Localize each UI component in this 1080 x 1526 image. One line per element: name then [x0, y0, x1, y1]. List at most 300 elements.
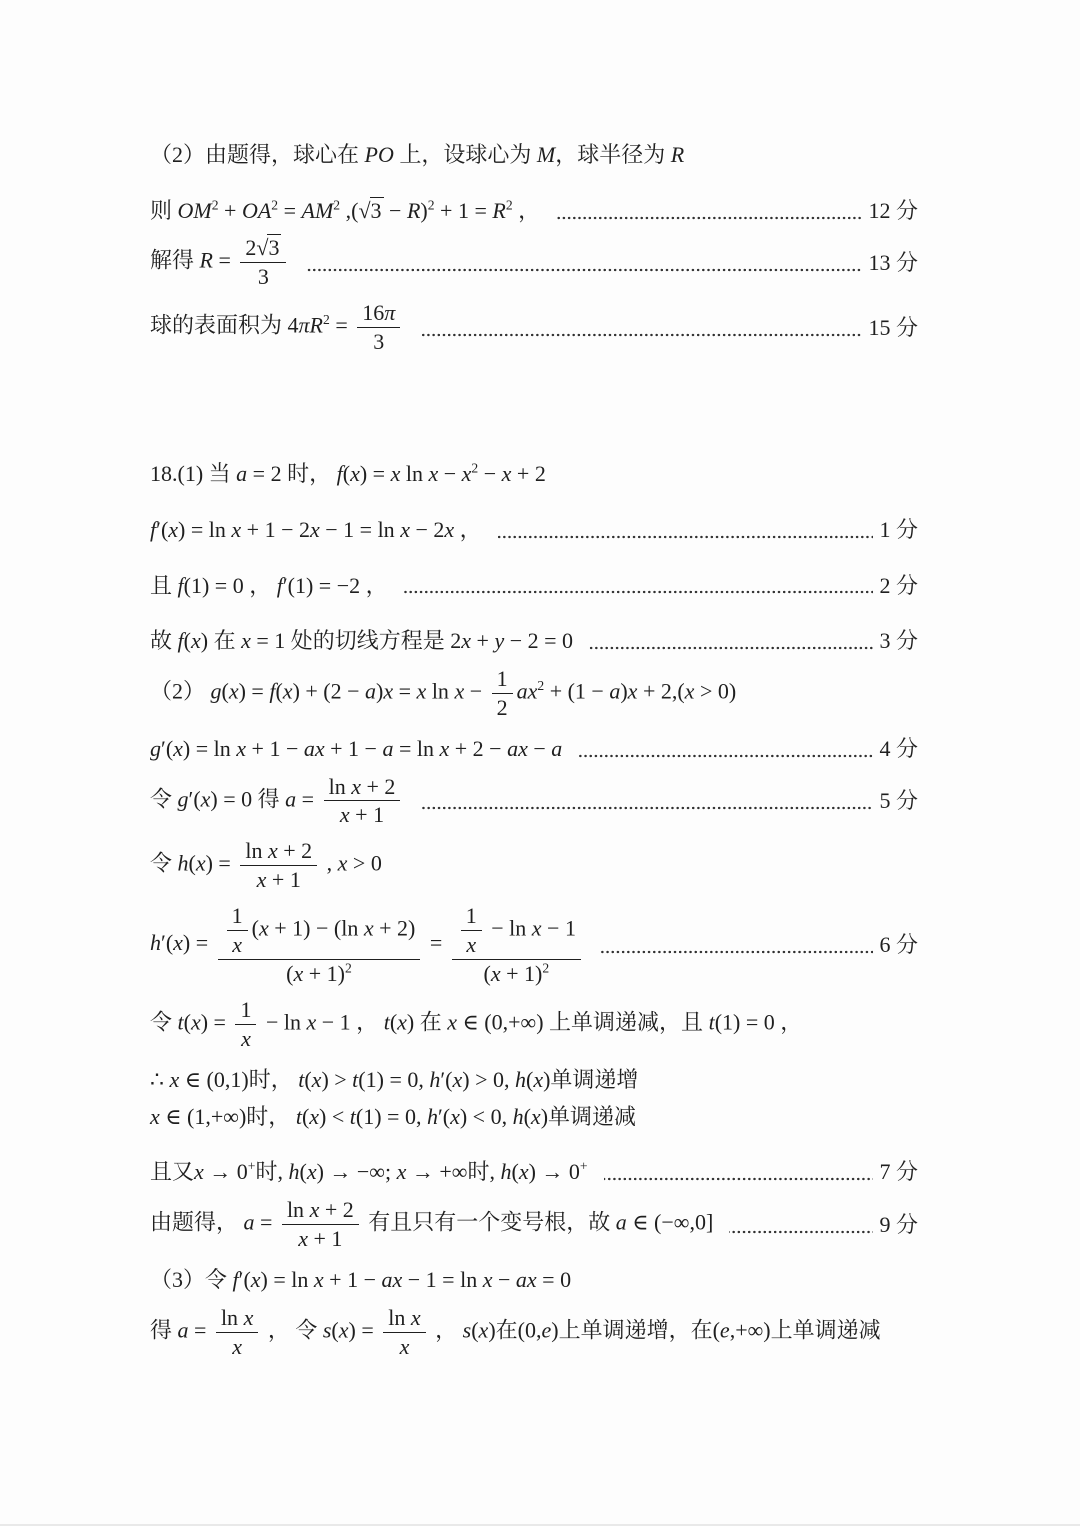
math-operator: > 0): [694, 678, 737, 704]
math-operator: (: [526, 1067, 534, 1093]
fraction-denominator: [227, 1333, 247, 1360]
math-operator: + 1 =: [434, 197, 493, 223]
math-operator: ) >: [321, 1067, 353, 1093]
math-operator: (: [304, 1067, 312, 1093]
math-variable: x: [501, 461, 512, 487]
math-fraction: [383, 1305, 425, 1360]
math-fraction: [461, 903, 482, 958]
math-variable: t: [349, 1103, 356, 1129]
math-operator: ，: [512, 197, 541, 223]
text-run: 当: [208, 461, 237, 487]
text-run: 时: [255, 1159, 278, 1185]
math-variable: x: [256, 867, 267, 893]
math-operator: ) < 0,: [459, 1103, 513, 1129]
math-variable: x: [444, 516, 455, 542]
superscript: +: [247, 1159, 256, 1175]
math-variable: R: [406, 197, 421, 223]
math-operator: → 0: [203, 1159, 248, 1185]
math-operator: (: [331, 1317, 339, 1343]
math-variable: h: [429, 1067, 441, 1093]
math-operator: 2: [496, 694, 508, 720]
math-operator: − 1 = ln: [319, 516, 401, 542]
math-variable: f: [276, 572, 283, 598]
math-operator: − 1: [541, 915, 576, 941]
math-variable: x: [428, 461, 439, 487]
math-operator: −: [383, 197, 407, 223]
math-variable: x: [397, 1009, 407, 1035]
math-variable: a: [285, 786, 297, 812]
text-run: 时，: [248, 1067, 299, 1093]
math-operator: ，: [262, 1317, 296, 1343]
math-operator: + (1 −: [544, 678, 610, 704]
math-expression: [150, 774, 404, 829]
math-variable: AM: [301, 197, 334, 223]
math-operator: ，: [454, 516, 482, 542]
fraction-denominator: [227, 931, 247, 958]
math-operator: ): [488, 1317, 496, 1343]
fraction-denominator: [492, 694, 513, 721]
math-variable: x: [390, 461, 401, 487]
math-variable: x: [399, 1333, 410, 1359]
math-operator: ∈ (0,+∞): [457, 1009, 550, 1035]
math-variable: PO: [364, 142, 394, 167]
math-operator: ′(1) = −2 ，: [282, 572, 388, 598]
math-operator: ): [406, 1009, 415, 1035]
line-tangent-equation: [150, 626, 918, 656]
math-expression: [150, 515, 482, 545]
math-variable: x: [339, 802, 350, 828]
math-variable: e: [541, 1317, 552, 1343]
superscript: 2: [505, 197, 513, 213]
fraction-numerator: [324, 774, 401, 802]
math-variable: x: [173, 735, 183, 761]
math-variable: x: [232, 932, 243, 958]
math-operator: +: [471, 628, 495, 654]
text-run: 时，: [246, 1103, 296, 1129]
text-run: 上单调递减: [770, 1317, 881, 1343]
text-run: 时: [467, 1159, 490, 1185]
superscript: 2: [427, 197, 435, 213]
math-variable: x: [530, 1103, 541, 1129]
math-operator: ): [540, 1103, 549, 1129]
math-variable: x: [313, 1267, 324, 1293]
math-operator: =: [188, 1317, 212, 1343]
score-label: 3 分: [879, 628, 918, 654]
math-operator: − 2: [409, 516, 445, 542]
math-variable: x: [400, 516, 410, 542]
math-operator: = 1: [250, 628, 291, 654]
math-operator: 2: [450, 628, 462, 654]
score-label: 7 分: [879, 1159, 918, 1185]
math-variable: e: [719, 1317, 730, 1343]
math-variable: x: [190, 1009, 201, 1035]
superscript: +: [579, 1159, 588, 1175]
math-variable: h: [512, 1103, 524, 1129]
math-expression: [150, 1305, 881, 1360]
text-run: 单调递增: [550, 1067, 639, 1093]
math-operator: −: [527, 735, 552, 761]
math-operator: + 1 − 2: [241, 516, 310, 542]
math-variable: h: [150, 930, 161, 956]
math-operator: ) =: [348, 1317, 380, 1343]
math-operator: ′(: [238, 1267, 251, 1293]
math-expression: [150, 734, 562, 764]
math-variable: OA: [241, 197, 272, 223]
line-define-h: [150, 838, 918, 893]
fraction-numerator: [218, 903, 421, 960]
text-run: 上单调递减，且: [549, 1009, 709, 1035]
math-operator: (0,: [517, 1317, 542, 1343]
text-run: ，球半径为: [555, 142, 671, 167]
dot-leader: [404, 590, 874, 594]
math-variable: f: [177, 628, 184, 654]
math-variable: t: [298, 1067, 305, 1093]
math-operator: + 1): [303, 961, 345, 987]
text-run: 令: [150, 786, 178, 812]
fraction-denominator: [281, 960, 357, 987]
fraction-denominator: [236, 1025, 256, 1052]
math-operator: ∴: [150, 1067, 170, 1093]
math-operator: + 1 −: [246, 735, 304, 761]
math-operator: + 2,(: [637, 678, 685, 704]
dot-leader: [589, 646, 873, 650]
math-variable: x: [309, 1197, 320, 1223]
math-operator: −: [478, 461, 502, 487]
math-operator: =: [424, 930, 448, 956]
fraction-numerator: [227, 903, 248, 931]
math-operator: ′(: [440, 1067, 453, 1093]
math-variable: x: [173, 930, 183, 956]
line-f1-values: [150, 571, 918, 601]
math-variable: x: [241, 628, 251, 654]
math-variable: s: [322, 1317, 332, 1343]
line-h-limits: [150, 1157, 918, 1187]
math-expression: [150, 666, 736, 721]
math-variable: f: [269, 678, 276, 704]
math-variable: x: [150, 1103, 160, 1129]
square-root: [358, 197, 383, 223]
math-variable: x: [195, 850, 206, 876]
math-variable: f: [232, 1267, 239, 1293]
math-operator: ): [376, 678, 384, 704]
math-expression: [150, 1197, 713, 1252]
math-operator: (: [221, 678, 229, 704]
math-variable: π: [384, 300, 396, 326]
math-operator: −: [438, 461, 462, 487]
text-run: （3）令: [150, 1267, 233, 1293]
math-operator: > 0: [347, 850, 382, 876]
math-variable: g: [150, 735, 161, 761]
math-variable: x: [533, 1067, 544, 1093]
math-operator: + 2: [319, 1197, 354, 1223]
math-variable: x: [243, 1304, 254, 1330]
math-operator: (: [286, 961, 294, 987]
math-operator: ln: [388, 1304, 411, 1330]
math-operator: ) =: [359, 461, 391, 487]
line-define-t: [150, 997, 918, 1052]
math-operator: ) = ln: [182, 735, 237, 761]
line-h-increasing: [150, 1065, 918, 1095]
math-operator: 4: [287, 312, 299, 338]
superscript: 2: [333, 197, 341, 213]
text-run: 单调递减: [548, 1103, 637, 1129]
math-variable: t: [352, 1067, 359, 1093]
math-operator: 2: [245, 235, 257, 261]
math-variable: x: [482, 1267, 493, 1293]
math-operator: ) <: [319, 1103, 350, 1129]
math-variable: x: [439, 735, 450, 761]
math-variable: h: [288, 1159, 300, 1185]
math-variable: x: [478, 1317, 489, 1343]
math-operator: = 2: [247, 461, 288, 487]
text-run: 令: [295, 1317, 323, 1343]
score-label: 12 分: [868, 197, 918, 223]
math-variable: x: [306, 1159, 317, 1185]
math-operator: ) + (2 −: [292, 678, 366, 704]
math-operator: (1) = 0,: [355, 1103, 427, 1129]
square-root: [256, 234, 281, 260]
line-part2-sphere-setup: [150, 140, 918, 170]
math-operator: ′(: [161, 930, 174, 956]
math-operator: + 2: [511, 461, 546, 487]
math-variable: a: [243, 1209, 255, 1235]
math-variable: x: [447, 1009, 458, 1035]
math-operator: (: [523, 1103, 531, 1129]
math-variable: a: [382, 735, 394, 761]
math-variable: a: [609, 678, 621, 704]
text-run: 解得: [150, 247, 200, 273]
math-operator: + 2 −: [449, 735, 508, 761]
math-fraction: [235, 997, 256, 1052]
text-run: 在: [208, 628, 242, 654]
math-operator: ∈ (1,+∞): [159, 1103, 247, 1129]
math-variable: x: [410, 1304, 421, 1330]
text-run: （2）由题得，球心在: [150, 142, 365, 167]
superscript: 2: [537, 678, 545, 694]
math-operator: +: [218, 197, 242, 223]
math-operator: 1: [465, 903, 477, 929]
text-run: 且: [150, 572, 178, 598]
fraction-numerator: [452, 903, 581, 960]
math-operator: ) = ln: [178, 516, 232, 542]
math-operator: ) = 0: [210, 786, 258, 812]
math-fraction: [452, 903, 581, 987]
math-variable: x: [466, 932, 477, 958]
math-fraction: [357, 300, 400, 355]
math-operator: =: [329, 312, 354, 338]
math-fraction: [240, 235, 286, 290]
dot-leader: [578, 754, 873, 758]
superscript: 2: [471, 460, 479, 476]
math-variable: x: [200, 786, 211, 812]
math-operator: + 1 −: [323, 1267, 382, 1293]
math-operator: ,+∞): [729, 1317, 771, 1343]
math-variable: h: [177, 850, 189, 876]
line-surface-area: [150, 300, 918, 355]
text-run: 得: [257, 786, 286, 812]
text-run: 令: [150, 1009, 178, 1035]
math-variable: x: [627, 678, 638, 704]
superscript: 2: [211, 197, 219, 213]
math-operator: (: [251, 915, 259, 941]
math-operator: (1) = 0 ，: [714, 1009, 803, 1035]
math-variable: x: [461, 628, 472, 654]
math-variable: x: [338, 1317, 349, 1343]
score-label: 13 分: [868, 249, 918, 275]
text-run: 球的表面积为: [150, 312, 288, 338]
math-variable: x: [298, 1226, 309, 1252]
math-variable: x: [363, 915, 374, 941]
math-operator: → +∞: [406, 1159, 468, 1185]
math-operator: ′(: [156, 516, 169, 542]
text-run: 得: [150, 1317, 178, 1343]
line-solve-radius: [150, 235, 918, 290]
math-operator: ′(: [188, 786, 201, 812]
math-operator: − 1 = ln: [402, 1267, 483, 1293]
math-operator: 1: [240, 997, 252, 1023]
math-operator: (: [183, 628, 191, 654]
math-expression: [150, 235, 290, 290]
math-expression: [150, 903, 585, 987]
fraction-denominator: [293, 1225, 347, 1252]
math-operator: ) =: [200, 1009, 232, 1035]
math-fraction: [227, 903, 248, 958]
math-operator: ) → 0: [528, 1159, 580, 1185]
math-operator: 16: [362, 300, 385, 326]
math-variable: a: [615, 1209, 627, 1235]
math-variable: x: [194, 1159, 204, 1185]
superscript: 2: [323, 312, 330, 328]
line-q18-part1-fx: [150, 459, 918, 489]
math-variable: ax: [516, 678, 538, 704]
math-variable: x: [461, 461, 472, 487]
math-operator: ,: [489, 1159, 501, 1185]
math-variable: R: [199, 247, 213, 273]
text-run: 则: [150, 197, 178, 223]
radical-sign-icon: √: [358, 197, 370, 223]
math-operator: ln: [220, 1304, 244, 1330]
line-g-prime: [150, 734, 918, 764]
math-variable: x: [236, 735, 247, 761]
math-operator: ): [200, 628, 209, 654]
text-run: 且又: [150, 1159, 195, 1185]
text-run: （2）: [150, 678, 211, 704]
math-operator: ) =: [238, 678, 270, 704]
text-run: 时，: [287, 461, 337, 487]
math-operator: (: [275, 678, 283, 704]
math-operator: −: [464, 678, 488, 704]
math-variable: t: [383, 1009, 390, 1035]
math-operator: − 1 ，: [316, 1009, 384, 1035]
math-operator: + 1 −: [324, 735, 383, 761]
math-operator: ′(: [161, 735, 174, 761]
math-variable: R: [492, 197, 506, 223]
text-run: 有且只有一个变号根，故: [362, 1209, 616, 1235]
math-variable: x: [241, 1026, 251, 1052]
math-variable: ax: [507, 735, 528, 761]
math-expression: [150, 1265, 571, 1295]
math-operator: (1) = 0 ，: [183, 572, 277, 598]
dot-leader: [556, 216, 862, 220]
math-fraction: [240, 838, 317, 893]
math-operator: ) > 0,: [462, 1067, 515, 1093]
math-operator: ) = ln: [260, 1267, 314, 1293]
radical-sign-icon: √: [256, 235, 268, 261]
dot-leader: [420, 806, 873, 810]
math-operator: ): [420, 197, 428, 223]
score-label: 15 分: [868, 314, 918, 340]
math-variable: x: [490, 961, 501, 987]
math-fraction: [492, 666, 513, 721]
math-operator: ，: [429, 1317, 463, 1343]
math-variable: g: [210, 678, 222, 704]
line-define-s: [150, 1305, 918, 1360]
math-operator: =: [212, 247, 237, 273]
math-operator: + 1) − (ln: [268, 915, 364, 941]
math-operator: − ln: [485, 915, 532, 941]
math-operator: = ln: [393, 735, 440, 761]
math-operator: 3: [257, 264, 269, 290]
math-variable: x: [306, 1009, 317, 1035]
text-run: 在: [414, 1009, 448, 1035]
math-variable: x: [450, 1103, 460, 1129]
math-expression: [150, 1102, 636, 1132]
math-variable: f: [336, 461, 343, 487]
math-variable: x: [396, 1159, 407, 1185]
fraction-denominator: [252, 866, 306, 893]
math-operator: (: [342, 461, 351, 487]
math-variable: x: [231, 516, 242, 542]
fraction-numerator: [282, 1197, 359, 1225]
fraction-denominator: [461, 931, 481, 958]
math-expression: [150, 140, 684, 170]
text-run: 处的切线方程是: [290, 628, 451, 654]
fraction-denominator: [253, 263, 274, 290]
math-operator: ln: [286, 1197, 310, 1223]
math-operator: + 1: [266, 867, 301, 893]
math-variable: x: [190, 628, 201, 654]
math-variable: x: [351, 773, 361, 799]
fraction-numerator: [240, 235, 286, 263]
math-expression: [150, 1065, 638, 1095]
score-label: 9 分: [879, 1211, 918, 1237]
math-variable: a: [551, 735, 563, 761]
superscript: 2: [344, 960, 352, 976]
math-expression: [150, 459, 546, 489]
math-operator: 3: [373, 329, 385, 355]
fraction-numerator: [357, 300, 400, 328]
math-variable: x: [684, 678, 695, 704]
math-operator: − ln: [260, 1009, 307, 1035]
dot-leader: [604, 1177, 874, 1181]
math-variable: x: [452, 1067, 463, 1093]
fraction-denominator: [335, 801, 389, 828]
math-variable: x: [250, 1267, 261, 1293]
math-variable: R: [309, 312, 323, 338]
math-variable: R: [670, 142, 685, 167]
math-variable: x: [168, 516, 179, 542]
fraction-numerator: [492, 666, 513, 694]
line-a-range-conclusion: [150, 1197, 918, 1252]
text-run: 由题得，: [150, 1209, 244, 1235]
math-operator: ,(: [340, 197, 359, 223]
math-operator: + 2: [277, 838, 313, 864]
math-fraction: [282, 1197, 359, 1252]
superscript: 2: [271, 197, 279, 213]
line-f-prime: [150, 515, 918, 545]
fraction-denominator: [395, 1333, 415, 1360]
math-operator: (: [389, 1009, 398, 1035]
